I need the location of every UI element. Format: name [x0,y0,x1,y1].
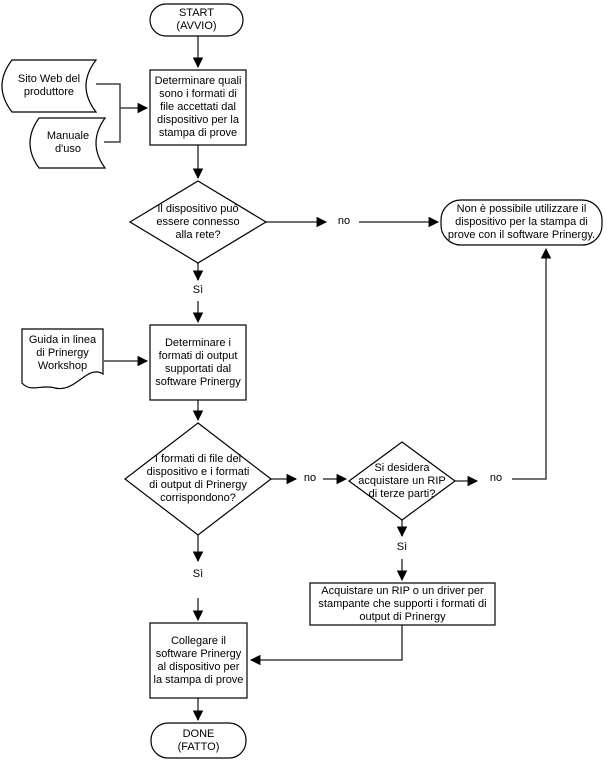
cannot-use-terminator-shape [441,200,602,245]
edge-label-rip-yes: Sì [396,541,408,553]
done-label: DONE (FATTO) [177,727,220,753]
source-website-label: Sito Web del produttore [17,73,81,98]
source-manual-label: Manuale d'uso [46,130,90,155]
buy-rip-decision-label: Si desidera acquistare un RIP di terze parti? [358,461,446,500]
determine-output-formats-label: Determinare i formati di output supportati dal software Prinergy [155,336,241,388]
edge-sources-merge [96,84,120,142]
edge-buy-rip-to-connect [251,625,402,660]
edge-label-network-yes: Sì [192,284,204,296]
help-document-label: Guida in linea di Prinergy Workshop [28,333,97,372]
edge-label-match-no: no [303,472,317,484]
source-website-shape [2,60,96,112]
network-decision-shape [130,181,266,263]
edge-rip-no-2 [512,249,546,479]
edge-label-match-yes: Sì [192,568,204,580]
edge-label-network-no: no [337,215,351,227]
determine-output-formats-shape [150,325,246,400]
done-terminator-shape [151,723,246,758]
buy-rip-decision-shape [349,442,455,520]
connect-prinergy-shape [150,623,247,698]
start-label: START (AVVIO) [176,7,217,32]
determine-file-formats-shape [150,70,246,145]
formats-match-decision-shape [125,423,271,535]
formats-match-decision-label: I formati di file del dispositivo e i formati di output di Prinergy corrispondono? [146,453,250,504]
source-manual-shape [30,118,105,168]
connect-prinergy-label: Collegare il software Prinergy al dispositivo per la stampa di prove [153,634,244,686]
buy-rip-shape [310,583,495,625]
determine-file-formats-label: Determinare quali sono i formati di file accettati dal dispositivo per la stampa di prove [154,75,242,139]
buy-rip-label: Acquistare un RIP o un driver per stampante che supporti i formati di output di Prinergy [318,584,487,623]
cannot-use-label: Non è possibile utilizzare il dispositivo per la stampa di prove con il software Prinergy. [447,203,596,241]
help-document-shape [22,329,103,389]
network-decision-label: Il dispositivo può essere connesso alla rete? [156,202,240,241]
edge-label-rip-no: no [489,472,503,484]
start-terminator-shape [150,4,243,36]
